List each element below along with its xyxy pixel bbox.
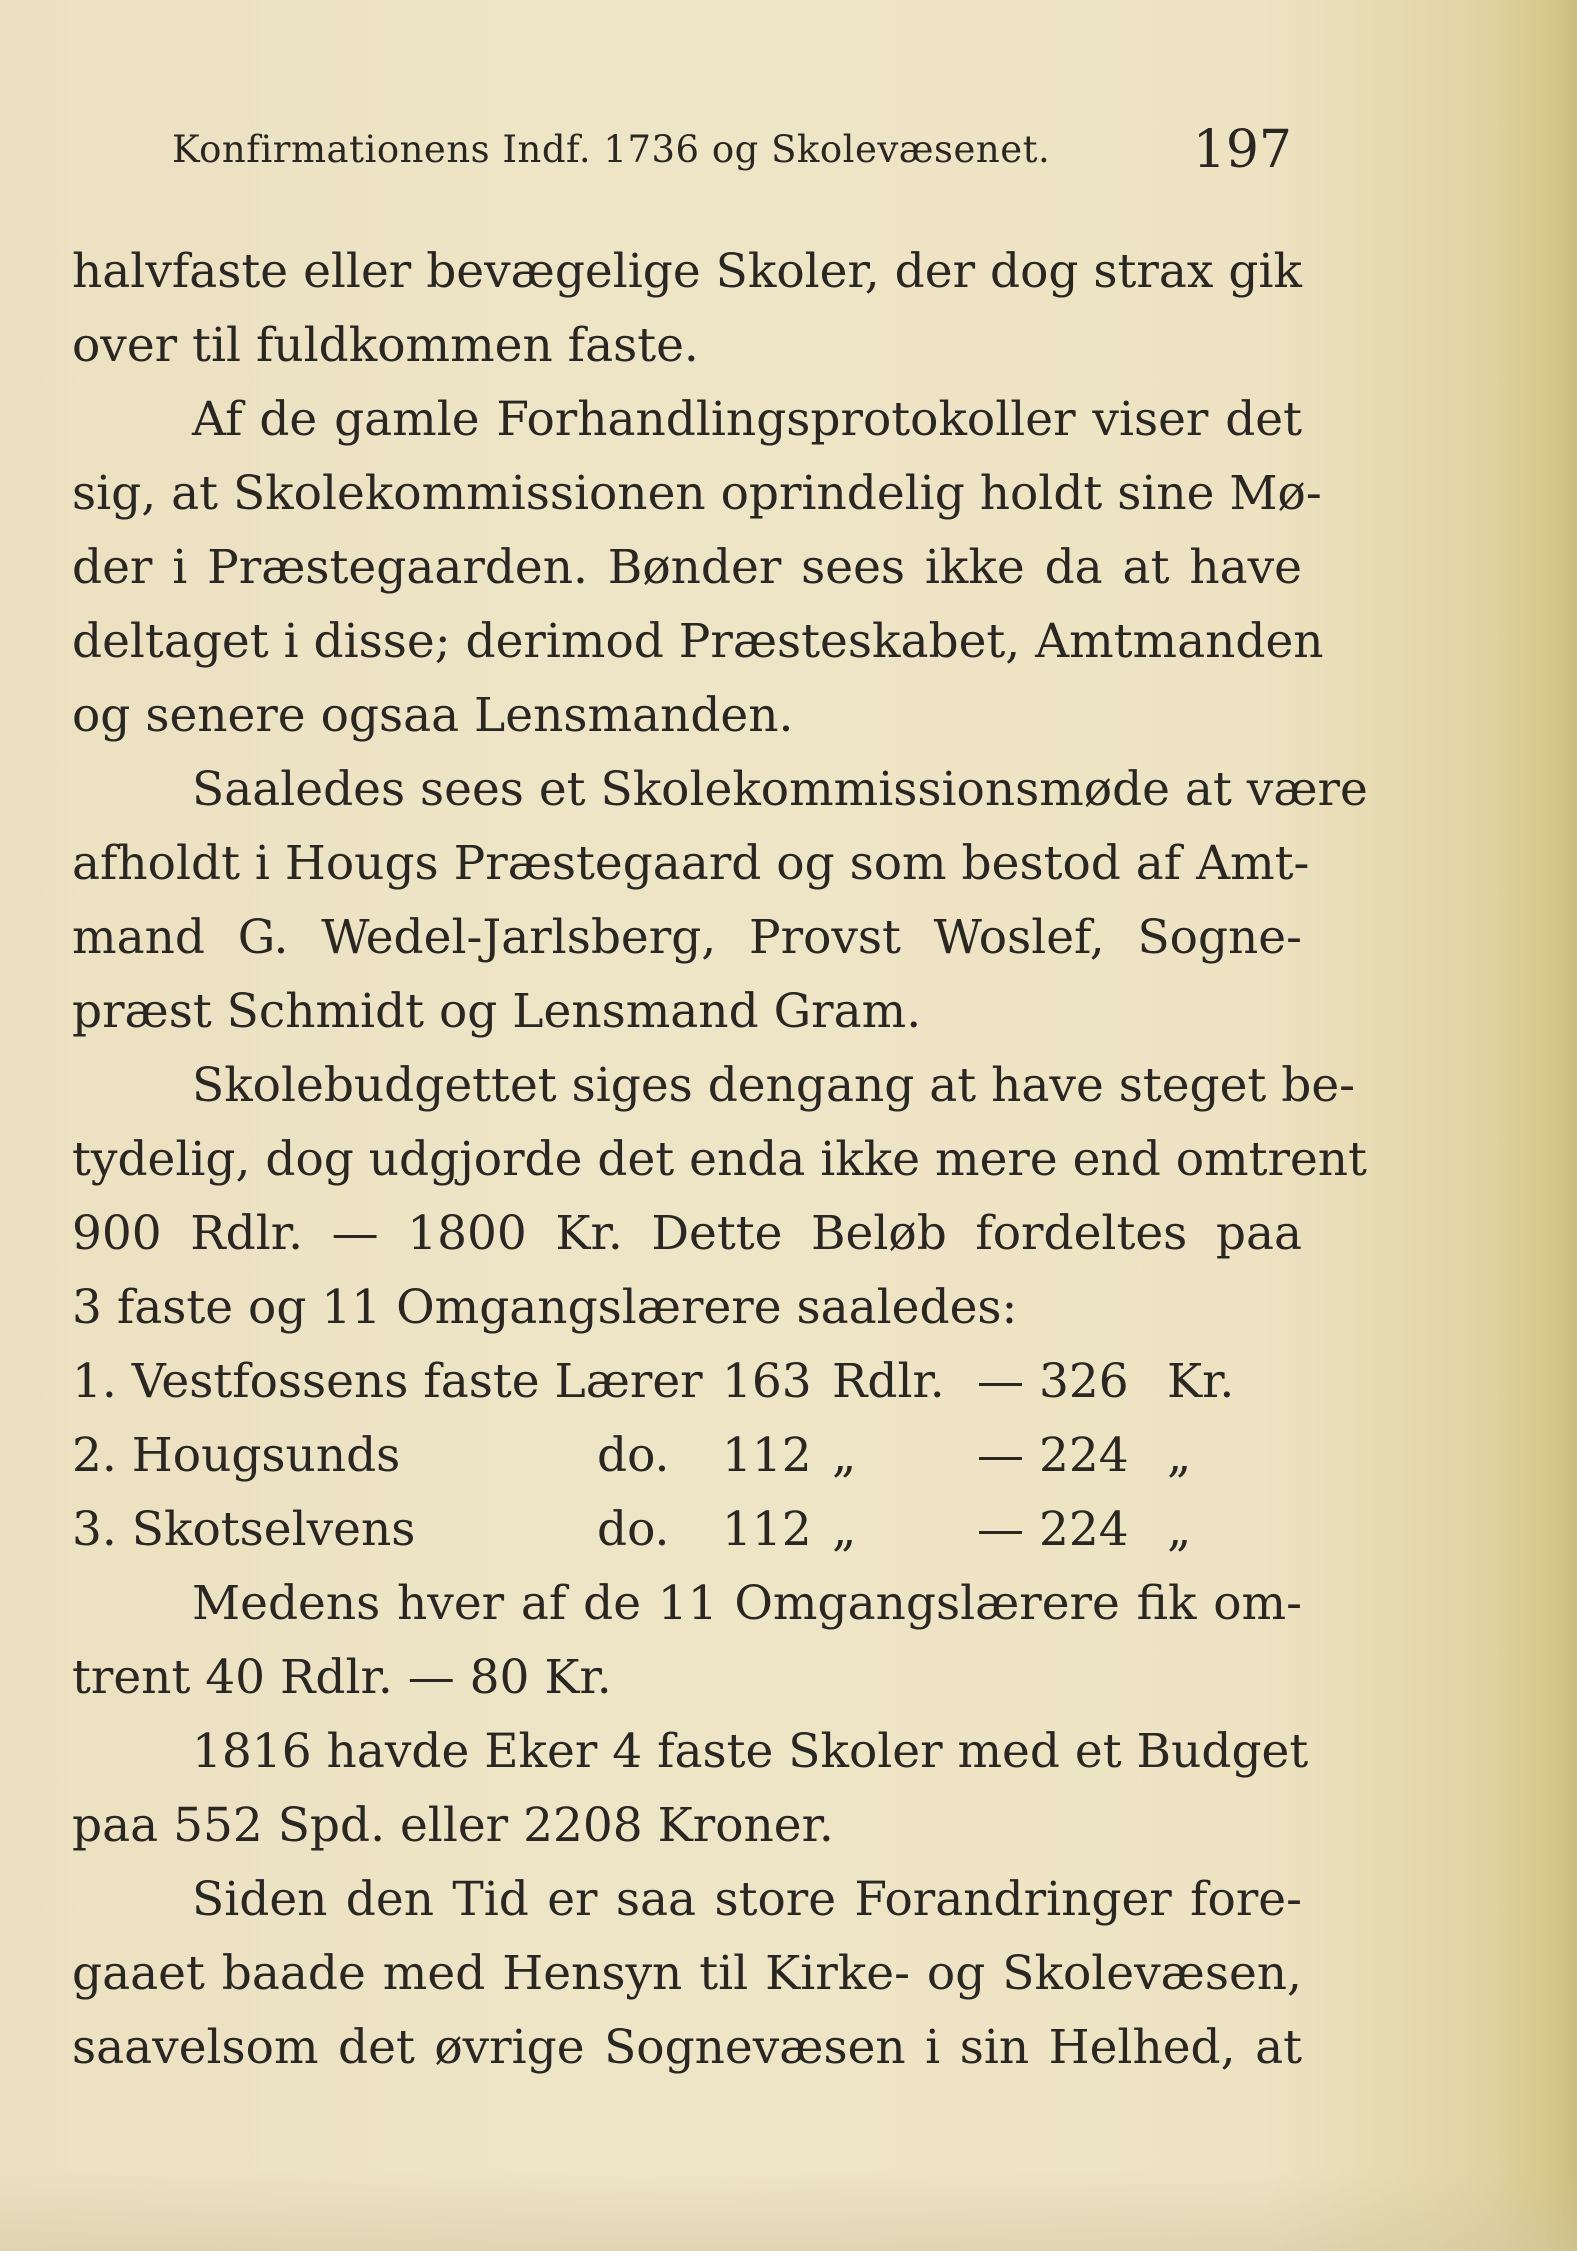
text-line: saavelsom det øvrige Sognevæsen i sin Helhed, at: [72, 2020, 1302, 2075]
text-line: Siden den Tid er saa store Forandringer fore-: [192, 1872, 1302, 1927]
ledger-kr-unit: „: [1167, 1428, 1192, 1483]
text-line: deltaget i disse; derimod Præsteskabet, Amtmanden: [72, 614, 1324, 669]
text-line: 1816 havde Eker 4 faste Skoler med et Budget: [192, 1724, 1309, 1779]
ledger-kr-unit: Kr.: [1167, 1354, 1235, 1409]
ledger-kr-amount: — 224: [977, 1428, 1129, 1483]
text-line: 900 Rdlr. — 1800 Kr. Dette Beløb fordeltes paa: [72, 1206, 1302, 1261]
text-line: præst Schmidt og Lensmand Gram.: [72, 984, 922, 1039]
text-line: 3 faste og 11 Omgangslærere saaledes:: [72, 1280, 1018, 1335]
text-line: mand G. Wedel-Jarlsberg, Provst Woslef, Sogne-: [72, 910, 1302, 965]
ledger-ditto: do.: [597, 1502, 670, 1557]
page-number: 197: [1192, 120, 1292, 180]
text-line: Saaledes sees et Skolekommissionsmøde at være: [192, 762, 1368, 817]
ledger-rdlr-unit: Rdlr.: [832, 1354, 945, 1409]
ledger-ditto: do.: [597, 1428, 670, 1483]
text-line: Medens hver af de 11 Omgangslærere fik om-: [192, 1576, 1302, 1631]
ledger-row: [72, 1493, 1302, 1567]
text-line: gaaet baade med Hensyn til Kirke- og Skolevæsen,: [72, 1946, 1302, 2001]
ledger-label: 3. Skotselvens: [72, 1502, 416, 1557]
text-line: afholdt i Hougs Præstegaard og som bestod af Amt-: [72, 836, 1310, 891]
text-line: der i Præstegaarden. Bønder sees ikke da at have: [72, 540, 1302, 595]
text-line: Skolebudgettet siges dengang at have steget be-: [192, 1058, 1356, 1113]
text-line: halvfaste eller bevægelige Skoler, der dog strax gik: [72, 244, 1302, 299]
ledger-rdlr-amount: 112: [722, 1502, 812, 1557]
text-line: sig, at Skolekommissionen oprindelig holdt sine Mø-: [72, 466, 1322, 521]
ledger-kr-amount: — 224: [977, 1502, 1129, 1557]
ledger-row: [72, 1345, 1302, 1419]
text-line: trent 40 Rdlr. — 80 Kr.: [72, 1650, 612, 1705]
page-bottom-shade: [0, 2171, 1577, 2251]
ledger-row: [72, 1419, 1302, 1493]
ledger-rdlr-unit: „: [832, 1502, 857, 1557]
page-edge-shadow: [1497, 0, 1577, 2251]
ledger-label: 2. Hougsunds: [72, 1428, 401, 1483]
ledger-label: 1. Vestfossens faste Lærer: [72, 1354, 703, 1409]
page-header: [172, 120, 1292, 190]
running-head: Konfirmationens Indf. 1736 og Skolevæsenet.: [172, 128, 1051, 171]
ledger-kr-unit: „: [1167, 1502, 1192, 1557]
text-line: over til fuldkommen faste.: [72, 318, 699, 373]
ledger-rdlr-unit: „: [832, 1428, 857, 1483]
ledger-rdlr-amount: 163: [722, 1354, 812, 1409]
text-line: paa 552 Spd. eller 2208 Kroner.: [72, 1798, 834, 1853]
text-line: og senere ogsaa Lensmanden.: [72, 688, 794, 743]
text-line: tydelig, dog udgjorde det enda ikke mere end omtrent: [72, 1132, 1367, 1187]
ledger-rdlr-amount: 112: [722, 1428, 812, 1483]
text-line: Af de gamle Forhandlingsprotokoller viser det: [192, 392, 1302, 447]
ledger-kr-amount: — 326: [977, 1354, 1129, 1409]
